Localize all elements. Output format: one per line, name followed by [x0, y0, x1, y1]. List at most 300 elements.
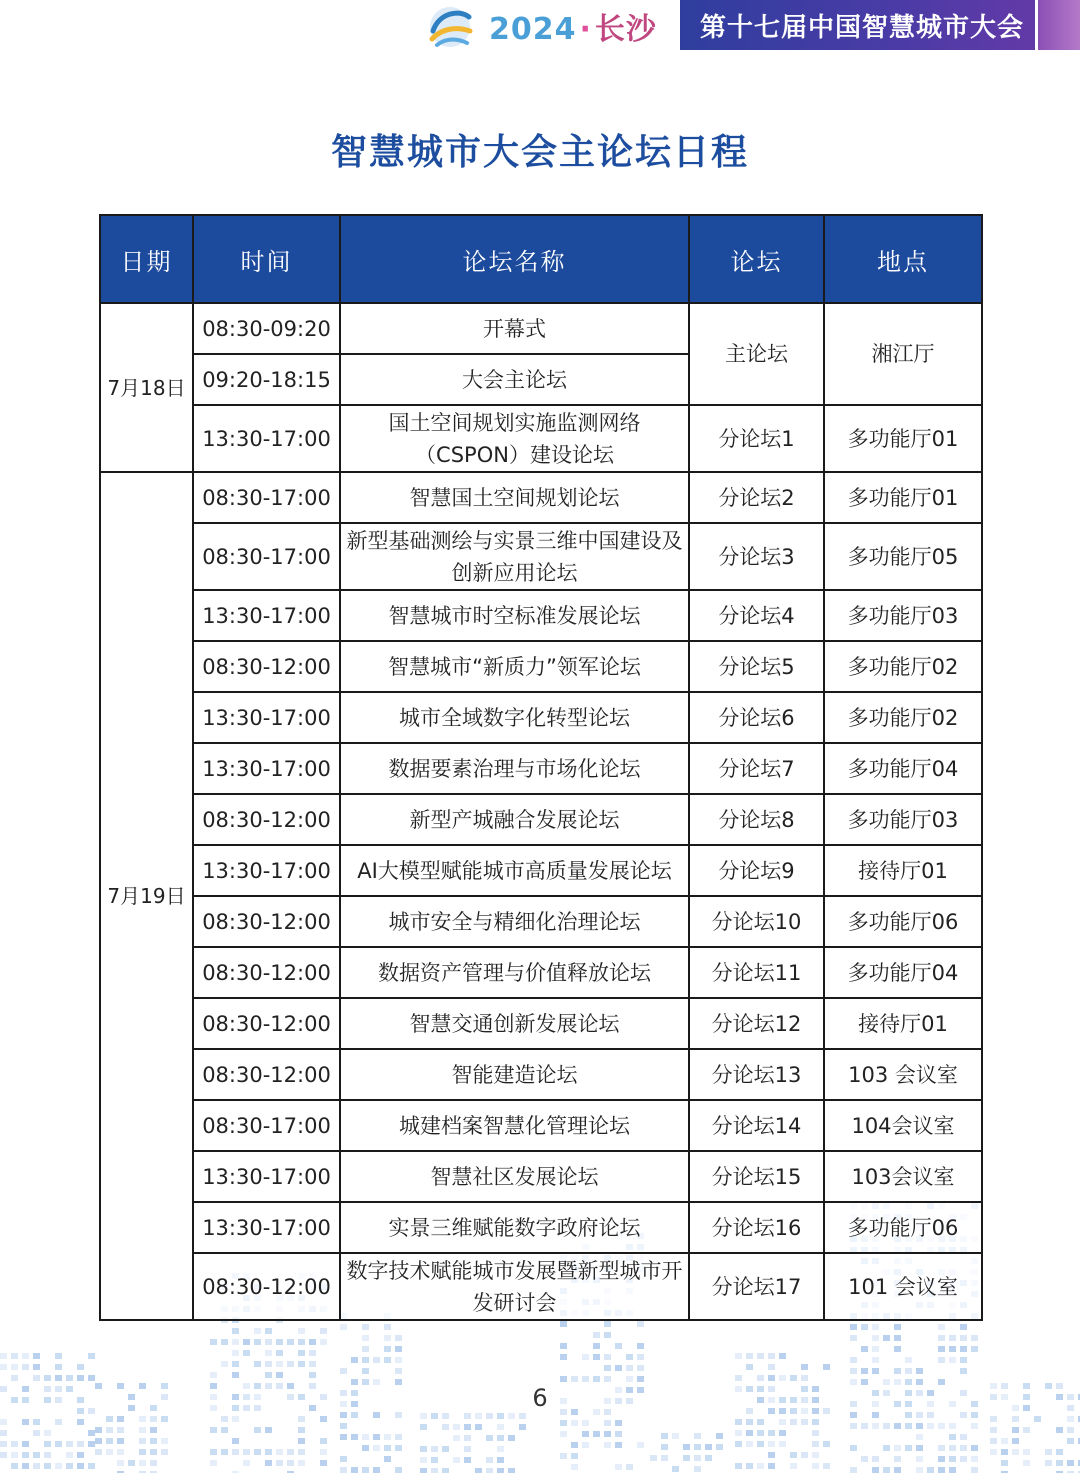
city-pixel	[990, 1449, 997, 1455]
city-pixel	[88, 1375, 95, 1381]
city-pixel	[1056, 1449, 1063, 1455]
time-cell: 08:30-12:00	[193, 641, 340, 692]
city-pixel	[0, 1353, 7, 1359]
city-pixel	[453, 1424, 460, 1430]
table-row	[100, 998, 982, 1049]
city-pixel	[117, 1460, 124, 1466]
city-pixel	[276, 1372, 283, 1378]
forum-name-cell: 智慧城市时空标准发展论坛	[340, 590, 689, 641]
city-pixel	[442, 1446, 449, 1452]
city-pixel	[637, 1354, 644, 1360]
city-pixel	[106, 1438, 113, 1444]
city-pixel	[768, 1353, 775, 1359]
city-pixel	[582, 1442, 589, 1448]
city-pixel	[812, 1452, 819, 1458]
city-pixel	[746, 1364, 753, 1370]
forum-cell: 分论坛15	[689, 1151, 824, 1202]
city-pixel	[593, 1343, 600, 1349]
forum-cell: 分论坛5	[689, 641, 824, 692]
city-pixel	[309, 1339, 316, 1345]
city-pixel	[905, 1412, 912, 1418]
city-pixel	[431, 1457, 438, 1463]
city-pixel	[95, 1449, 102, 1455]
table-row	[100, 743, 982, 794]
city-pixel	[650, 1455, 657, 1461]
city-pixel	[571, 1420, 578, 1426]
city-pixel	[66, 1375, 73, 1381]
forum-name-cell: 数字技术赋能城市发展暨新型城市开发研讨会	[340, 1253, 689, 1320]
city-pixel	[971, 1456, 978, 1462]
city-pixel	[694, 1455, 701, 1461]
city-pixel	[221, 1339, 228, 1345]
city-pixel	[351, 1467, 358, 1473]
city-pixel	[298, 1449, 305, 1455]
city-pixel	[615, 1420, 622, 1426]
city-pixel	[938, 1324, 945, 1330]
city-pixel	[519, 1413, 526, 1419]
city-pixel	[883, 1445, 890, 1451]
city-pixel	[243, 1339, 250, 1345]
time-cell: 13:30-17:00	[193, 405, 340, 472]
city-pixel	[95, 1427, 102, 1433]
city-pixel	[790, 1375, 797, 1381]
city-pixel	[232, 1328, 239, 1334]
city-pixel	[44, 1441, 51, 1447]
city-pixel	[464, 1413, 471, 1419]
city-pixel	[960, 1324, 967, 1330]
city-pixel	[735, 1353, 742, 1359]
city-pixel	[971, 1423, 978, 1429]
city-pixel	[150, 1427, 157, 1433]
city-pixel	[604, 1431, 611, 1437]
city-pixel	[243, 1350, 250, 1356]
city-pixel	[33, 1375, 40, 1381]
venue-cell: 101 会议室	[824, 1253, 982, 1320]
time-cell: 13:30-17:00	[193, 1202, 340, 1253]
venue-cell: 多功能厅04	[824, 743, 982, 794]
city-pixel	[320, 1339, 327, 1345]
table-row	[100, 590, 982, 641]
city-pixel	[916, 1467, 923, 1473]
city-pixel	[22, 1353, 29, 1359]
forum-name-cell: 智慧城市“新质力”领军论坛	[340, 641, 689, 692]
city-pixel	[486, 1435, 493, 1441]
city-pixel	[582, 1420, 589, 1426]
logo-year: 2024	[489, 12, 577, 47]
city-pixel	[320, 1438, 327, 1444]
city-pixel	[905, 1423, 912, 1429]
city-pixel	[287, 1339, 294, 1345]
city-pixel	[850, 1467, 857, 1473]
city-pixel	[384, 1434, 391, 1440]
city-pixel	[582, 1354, 589, 1360]
city-pixel	[894, 1335, 901, 1341]
city-pixel	[850, 1357, 857, 1363]
city-pixel	[1012, 1427, 1019, 1433]
city-pixel	[243, 1449, 250, 1455]
city-pixel	[990, 1416, 997, 1422]
city-pixel	[1067, 1416, 1074, 1422]
city-pixel	[431, 1446, 438, 1452]
city-pixel	[442, 1424, 449, 1430]
city-pixel	[254, 1449, 261, 1455]
city-pixel	[571, 1376, 578, 1382]
city-pixel	[582, 1431, 589, 1437]
city-pixel	[938, 1467, 945, 1473]
city-pixel	[861, 1368, 868, 1374]
city-pixel	[340, 1412, 347, 1418]
city-pixel	[626, 1376, 633, 1382]
city-pixel	[464, 1435, 471, 1441]
city-pixel	[340, 1456, 347, 1462]
forum-cell: 分论坛10	[689, 896, 824, 947]
city-pixel	[395, 1368, 402, 1374]
time-cell: 08:30-17:00	[193, 1100, 340, 1151]
city-pixel	[420, 1468, 427, 1473]
table-row	[100, 692, 982, 743]
city-pixel	[560, 1354, 567, 1360]
city-pixel	[232, 1438, 239, 1444]
city-pixel	[298, 1460, 305, 1466]
city-pixel	[971, 1412, 978, 1418]
city-pixel	[593, 1376, 600, 1382]
city-pixel	[95, 1438, 102, 1444]
city-pixel	[298, 1350, 305, 1356]
forum-name-cell: 智慧社区发展论坛	[340, 1151, 689, 1202]
table-row	[100, 1049, 982, 1100]
forum-name-cell: 国土空间规划实施监测网络（CSPON）建设论坛	[340, 405, 689, 472]
city-pixel	[850, 1335, 857, 1341]
city-pixel	[497, 1468, 504, 1473]
venue-cell: 多功能厅06	[824, 1202, 982, 1253]
city-pixel	[593, 1431, 600, 1437]
table-row	[100, 794, 982, 845]
city-pixel	[320, 1328, 327, 1334]
city-pixel	[615, 1442, 622, 1448]
city-pixel	[77, 1364, 84, 1370]
city-pixel	[221, 1427, 228, 1433]
city-pixel	[276, 1449, 283, 1455]
city-pixel	[971, 1445, 978, 1451]
city-pixel	[373, 1467, 380, 1473]
city-pixel	[55, 1419, 62, 1425]
city-pixel	[927, 1412, 934, 1418]
city-pixel	[384, 1324, 391, 1330]
forum-cell: 分论坛9	[689, 845, 824, 896]
city-pixel	[55, 1375, 62, 1381]
time-cell: 13:30-17:00	[193, 845, 340, 896]
city-pixel	[265, 1460, 272, 1466]
city-pixel	[55, 1353, 62, 1359]
city-pixel	[77, 1463, 84, 1469]
city-pixel	[464, 1457, 471, 1463]
city-pixel	[938, 1335, 945, 1341]
city-pixel	[1001, 1449, 1008, 1455]
city-pixel	[117, 1427, 124, 1433]
city-pixel	[894, 1445, 901, 1451]
city-pixel	[916, 1434, 923, 1440]
city-pixel	[960, 1434, 967, 1440]
city-pixel	[11, 1375, 18, 1381]
forum-name-cell: 智能建造论坛	[340, 1049, 689, 1100]
city-pixel	[905, 1445, 912, 1451]
city-pixel	[276, 1361, 283, 1367]
city-pixel	[960, 1445, 967, 1451]
city-pixel	[582, 1376, 589, 1382]
forum-cell: 分论坛7	[689, 743, 824, 794]
city-pixel	[1045, 1449, 1052, 1455]
city-pixel	[812, 1441, 819, 1447]
city-pixel	[232, 1416, 239, 1422]
city-pixel	[298, 1438, 305, 1444]
city-pixel	[705, 1444, 712, 1450]
city-pixel	[927, 1467, 934, 1473]
city-pixel	[254, 1361, 261, 1367]
city-pixel	[276, 1460, 283, 1466]
table-row	[100, 405, 982, 472]
city-pixel	[33, 1364, 40, 1370]
city-pixel	[243, 1460, 250, 1466]
time-cell: 08:30-12:00	[193, 794, 340, 845]
city-pixel	[1056, 1460, 1063, 1466]
city-pixel	[497, 1413, 504, 1419]
city-pixel	[362, 1324, 369, 1330]
time-cell: 08:30-17:00	[193, 523, 340, 590]
city-pixel	[351, 1412, 358, 1418]
city-pixel	[362, 1335, 369, 1341]
city-pixel	[22, 1364, 29, 1370]
city-pixel	[916, 1412, 923, 1418]
city-pixel	[33, 1452, 40, 1458]
city-pixel	[150, 1438, 157, 1444]
city-pixel	[55, 1441, 62, 1447]
city-pixel	[340, 1368, 347, 1374]
logo-city: 长沙	[594, 12, 657, 47]
city-pixel	[309, 1372, 316, 1378]
venue-cell: 接待厅01	[824, 845, 982, 896]
city-pixel	[1067, 1427, 1074, 1433]
city-pixel	[1056, 1427, 1063, 1433]
time-cell: 08:30-12:00	[193, 1253, 340, 1320]
banner-title: 第十七届中国智慧城市大会	[700, 12, 1025, 43]
forum-name-cell: 智慧国土空间规划论坛	[340, 472, 689, 523]
city-pixel	[139, 1460, 146, 1466]
forum-cell: 分论坛17	[689, 1253, 824, 1320]
city-pixel	[661, 1433, 668, 1439]
city-pixel	[0, 1441, 7, 1447]
city-pixel	[1034, 1416, 1041, 1422]
city-pixel	[768, 1463, 775, 1469]
city-pixel	[11, 1463, 18, 1469]
city-pixel	[442, 1468, 449, 1473]
forum-cell: 主论坛	[689, 303, 824, 405]
city-pixel	[22, 1419, 29, 1425]
city-pixel	[373, 1434, 380, 1440]
venue-cell: 多功能厅03	[824, 794, 982, 845]
city-pixel	[872, 1467, 879, 1473]
city-pixel	[716, 1444, 723, 1450]
table-row	[100, 947, 982, 998]
city-pixel	[872, 1357, 879, 1363]
city-pixel	[66, 1463, 73, 1469]
city-pixel	[210, 1460, 217, 1466]
forum-cell: 分论坛1	[689, 405, 824, 472]
table-row	[100, 845, 982, 896]
city-pixel	[960, 1456, 967, 1462]
city-pixel	[779, 1353, 786, 1359]
forum-name-cell: 大会主论坛	[340, 354, 689, 405]
city-pixel	[850, 1412, 857, 1418]
time-cell: 09:20-18:15	[193, 354, 340, 405]
city-pixel	[883, 1467, 890, 1473]
city-pixel	[735, 1430, 742, 1436]
city-pixel	[497, 1446, 504, 1452]
city-pixel	[861, 1456, 868, 1462]
city-pixel	[812, 1463, 819, 1469]
city-pixel	[757, 1430, 764, 1436]
city-pixel	[232, 1361, 239, 1367]
city-pixel	[384, 1346, 391, 1352]
city-pixel	[949, 1346, 956, 1352]
city-pixel	[768, 1452, 775, 1458]
city-pixel	[362, 1467, 369, 1473]
city-pixel	[571, 1442, 578, 1448]
city-pixel	[604, 1442, 611, 1448]
city-pixel	[475, 1424, 482, 1430]
city-pixel	[626, 1464, 633, 1470]
city-pixel	[22, 1452, 29, 1458]
city-pixel	[593, 1332, 600, 1338]
city-pixel	[384, 1445, 391, 1451]
city-pixel	[626, 1365, 633, 1371]
header-venue: 地点	[824, 215, 982, 303]
header-time: 时间	[193, 215, 340, 303]
city-pixel	[265, 1449, 272, 1455]
city-pixel	[905, 1357, 912, 1363]
forum-name-cell: 城建档案智慧化管理论坛	[340, 1100, 689, 1151]
city-pixel	[615, 1464, 622, 1470]
city-pixel	[560, 1376, 567, 1382]
date-cell: 7月18日	[100, 303, 193, 472]
city-pixel	[210, 1372, 217, 1378]
city-pixel	[883, 1423, 890, 1429]
city-pixel	[560, 1431, 567, 1437]
city-pixel	[77, 1441, 84, 1447]
city-pixel	[254, 1427, 261, 1433]
city-pixel	[560, 1453, 567, 1459]
time-cell: 08:30-09:20	[193, 303, 340, 354]
forum-name-cell: 新型产城融合发展论坛	[340, 794, 689, 845]
venue-cell: 多功能厅06	[824, 896, 982, 947]
city-pixel	[779, 1430, 786, 1436]
city-pixel	[77, 1419, 84, 1425]
city-pixel	[990, 1438, 997, 1444]
city-pixel	[431, 1468, 438, 1473]
forum-cell: 分论坛8	[689, 794, 824, 845]
city-pixel	[949, 1445, 956, 1451]
city-pixel	[33, 1430, 40, 1436]
city-pixel	[626, 1354, 633, 1360]
city-pixel	[571, 1464, 578, 1470]
city-pixel	[960, 1368, 967, 1374]
city-pixel	[746, 1419, 753, 1425]
city-pixel	[66, 1441, 73, 1447]
city-pixel	[672, 1433, 679, 1439]
city-pixel	[861, 1346, 868, 1352]
schedule-table	[99, 214, 983, 1321]
city-pixel	[139, 1427, 146, 1433]
city-pixel	[88, 1430, 95, 1436]
table-row	[100, 1253, 982, 1320]
city-pixel	[894, 1368, 901, 1374]
city-pixel	[106, 1416, 113, 1422]
city-pixel	[340, 1467, 347, 1473]
city-pixel	[161, 1449, 168, 1455]
city-pixel	[971, 1467, 978, 1473]
forum-cell: 分论坛16	[689, 1202, 824, 1253]
city-pixel	[340, 1324, 347, 1330]
city-pixel	[735, 1419, 742, 1425]
city-pixel	[420, 1457, 427, 1463]
city-pixel	[604, 1321, 611, 1327]
city-pixel	[453, 1457, 460, 1463]
city-pixel	[351, 1434, 358, 1440]
city-pixel	[44, 1463, 51, 1469]
city-pixel	[320, 1416, 327, 1422]
city-pixel	[938, 1346, 945, 1352]
city-pixel	[615, 1431, 622, 1437]
city-pixel	[22, 1441, 29, 1447]
city-pixel	[464, 1424, 471, 1430]
city-pixel	[694, 1466, 701, 1472]
city-pixel	[265, 1328, 272, 1334]
city-pixel	[44, 1375, 51, 1381]
date-cell: 7月19日	[100, 472, 193, 1320]
forum-cell: 分论坛11	[689, 947, 824, 998]
city-pixel	[0, 1364, 7, 1370]
city-pixel	[757, 1441, 764, 1447]
header-date: 日期	[100, 215, 193, 303]
venue-cell: 104会议室	[824, 1100, 982, 1151]
city-pixel	[790, 1452, 797, 1458]
city-pixel	[232, 1372, 239, 1378]
venue-cell: 多功能厅01	[824, 405, 982, 472]
city-pixel	[276, 1339, 283, 1345]
city-pixel	[117, 1449, 124, 1455]
venue-cell: 多功能厅05	[824, 523, 982, 590]
city-pixel	[221, 1416, 228, 1422]
city-pixel	[395, 1434, 402, 1440]
city-pixel	[746, 1353, 753, 1359]
time-cell: 13:30-17:00	[193, 1151, 340, 1202]
city-pixel	[560, 1343, 567, 1349]
city-pixel	[872, 1456, 879, 1462]
city-pixel	[11, 1452, 18, 1458]
city-pixel	[362, 1357, 369, 1363]
forum-name-cell: AI大模型赋能城市高质量发展论坛	[340, 845, 689, 896]
city-pixel	[117, 1416, 124, 1422]
venue-cell: 多功能厅03	[824, 590, 982, 641]
table-row	[100, 303, 982, 354]
city-pixel	[812, 1430, 819, 1436]
city-pixel	[960, 1412, 967, 1418]
time-cell: 08:30-12:00	[193, 998, 340, 1049]
forum-name-cell: 新型基础测绘与实景三维中国建设及创新应用论坛	[340, 523, 689, 590]
city-pixel	[872, 1412, 879, 1418]
city-pixel	[604, 1354, 611, 1360]
table-row	[100, 523, 982, 590]
city-pixel	[850, 1423, 857, 1429]
